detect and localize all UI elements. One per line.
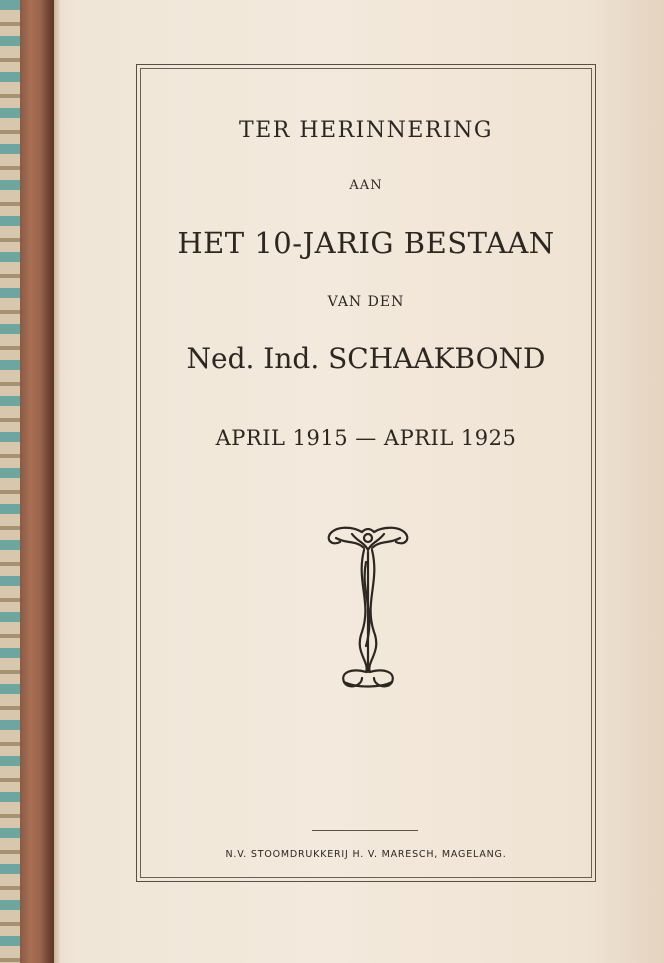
organization-name: Ned. Ind. SCHAAKBOND — [186, 342, 546, 375]
art-nouveau-ornament-icon — [322, 522, 414, 694]
anniversary-title: HET 10-JARIG BESTAAN — [177, 226, 555, 260]
imprint-divider — [312, 830, 418, 831]
connector-line-aan: AAN — [349, 178, 383, 193]
date-range: APRIL 1915 — APRIL 1925 — [215, 426, 517, 450]
connector-line-van-den: VAN DEN — [327, 294, 405, 310]
dedication-line: TER HERINNERING — [239, 118, 493, 143]
book-spine — [20, 0, 54, 963]
page-edge — [54, 0, 60, 963]
marbled-binding-strip — [0, 0, 20, 963]
printer-imprint: N.V. STOOMDRUKKERIJ H. V. MARESCH, MAGELANG. — [225, 849, 507, 860]
